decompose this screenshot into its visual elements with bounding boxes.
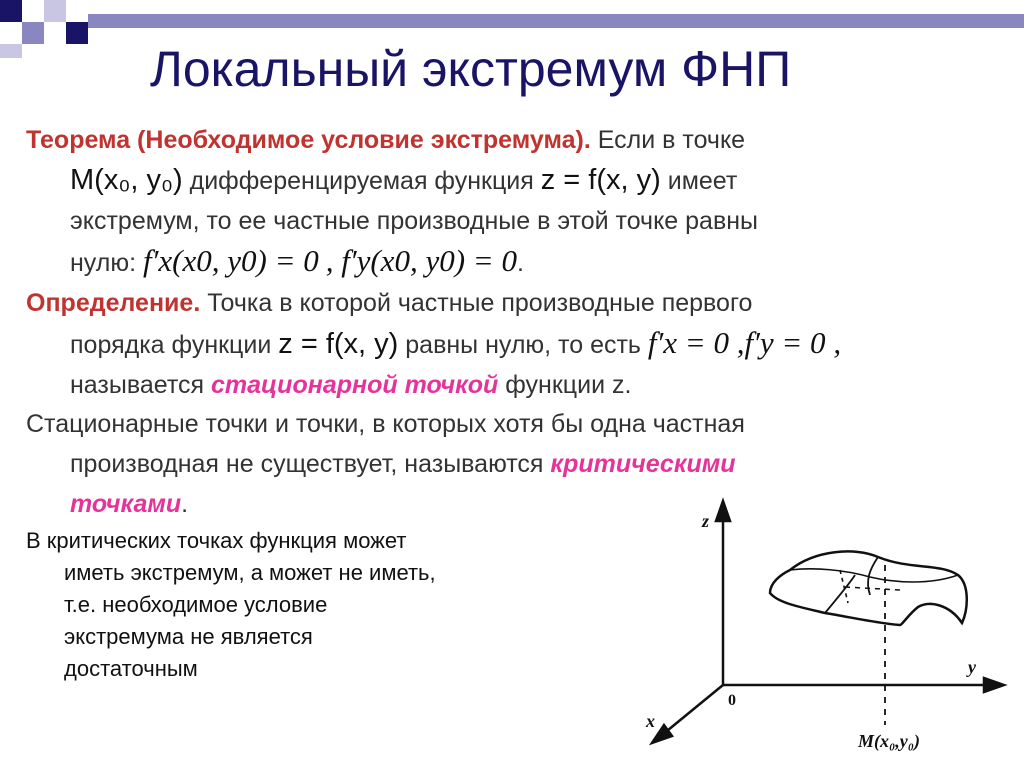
x-label: x: [646, 711, 655, 731]
theorem-label: Теорема (Необходимое условие экстремума).: [26, 126, 591, 154]
critical-term-2: точками: [70, 490, 182, 518]
saddle-surface-graph: [640, 495, 1020, 765]
definition-equation-x: f′x = 0: [647, 325, 729, 360]
y-label: y: [968, 657, 976, 677]
theorem-function: z = f(x, y): [540, 164, 661, 196]
critical-text-2: производная не существует, называются: [70, 450, 551, 478]
definition-function: z = f(x, y): [278, 328, 399, 360]
definition-text-1: Точка в которой частные производные первого: [200, 289, 753, 317]
definition-text-4: называется: [70, 371, 211, 399]
definition-text-3: равны нулю, то есть: [398, 331, 648, 359]
theorem-text-1: Если в точке: [590, 126, 746, 154]
note-line-1: В критических точках функция может: [26, 528, 407, 553]
definition-label: Определение.: [26, 289, 201, 317]
origin-label: 0: [728, 692, 736, 709]
critical-text-1: Стационарные точки и точки, в которых хотя бы одна частная: [26, 410, 745, 438]
theorem-point: M(x₀, y₀): [70, 164, 183, 196]
x-axis: [662, 685, 723, 735]
note-line-3: т.е. необходимое условие: [64, 592, 328, 617]
note-line-4: экстремума не является: [64, 624, 313, 649]
theorem-equation-y: f′y(x0, y0) = 0: [341, 243, 517, 278]
theorem-text-3: имеет: [660, 167, 738, 195]
page-title: Локальный экстремум ФНП: [150, 41, 792, 97]
critical-term-1: критическими: [550, 450, 736, 478]
note-line-2: иметь экстремум, а может не иметь,: [64, 560, 436, 585]
note-line-5: достаточным: [64, 656, 198, 681]
theorem-equation-x: f′x(x0, y0) = 0: [143, 243, 319, 278]
z-arrow: [716, 501, 730, 521]
definition-text-2: порядка функции: [70, 331, 279, 359]
theorem-block: Теорема (Необходимое условие экстремума). Если в точке M(x₀, y₀) дифференцируемая функция z = f(x, y) имеет экстремум, то ее частные производные в этой точке равны нулю: f′x(x0, y0) = 0 , f′y(x0, y0) = 0.: [26, 120, 1001, 283]
theorem-line-4: нулю:: [70, 249, 143, 277]
definition-text-5: функции z.: [498, 371, 632, 399]
theorem-end: .: [516, 249, 524, 277]
z-label: z: [702, 511, 710, 531]
definition-block: Определение. Точка в которой частные производные первого порядка функции z = f(x, y) равны нулю, то есть f′x = 0 ,f′y = 0 , называется стационарной точкой функции z.: [26, 289, 842, 399]
definition-equation-y: f′y = 0: [744, 325, 826, 360]
note-block: [26, 525, 566, 685]
y-arrow: [984, 678, 1004, 692]
theorem-text-2: дифференцируемая функция: [182, 167, 541, 195]
theorem-line-3: экстремум, то ее частные производные в этой точке равны: [70, 207, 759, 235]
stationary-point-term: стационарной точкой: [211, 371, 499, 399]
critical-end: .: [181, 490, 189, 518]
point-m-label: M(x₀,y₀): [858, 731, 921, 751]
